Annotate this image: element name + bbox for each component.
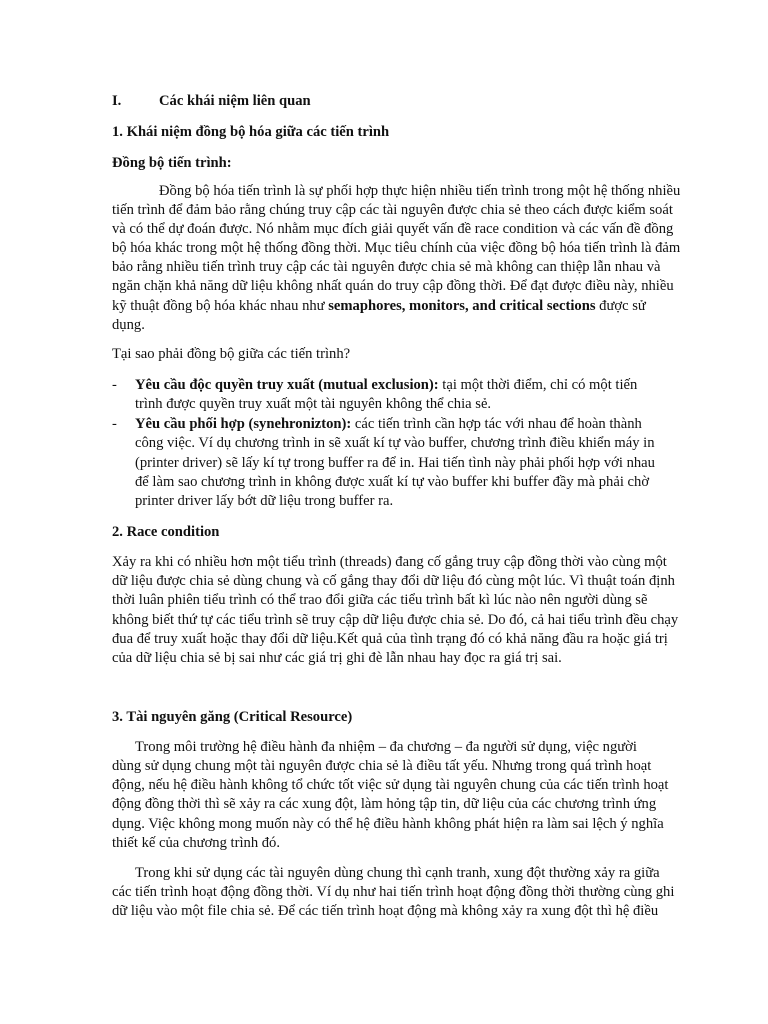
bullet-text: các tiến trình cần hợp tác với nhau để hoàn thành	[351, 416, 642, 432]
bullet-item	[135, 376, 637, 395]
paragraph-line: đua để truy xuất hoặc thay đổi dữ liệu.Kết quả của tình trạng đó có khả năng đầu ra hoặc giá trị	[112, 631, 668, 647]
section-1-title: 1. Khái niệm đồng bộ hóa giữa các tiến trình	[112, 124, 390, 140]
bullet-line: công việc. Ví dụ chương trình in sẽ xuất kí tự vào buffer, chương trình điều khiển máy in	[135, 435, 655, 451]
paragraph-line: Đồng bộ hóa tiến trình là sự phối hợp thực hiện nhiều tiến trình trong một hệ thống nhiều	[159, 183, 681, 199]
paragraph-line: Trong khi sử dụng các tài nguyên dùng chung thì cạnh tranh, xung đột thường xảy ra giữa	[135, 865, 660, 881]
heading-title: Các khái niệm liên quan	[159, 93, 311, 109]
section-1-subtitle: Đồng bộ tiến trình:	[112, 155, 232, 171]
paragraph-line: thời luân phiên tiểu trình có thể trao đổi giữa các tiểu trình bất kì lúc nào nên người dùng sẽ	[112, 592, 648, 608]
bullet-bold-label: Yêu cầu phối hợp (synehronizton):	[135, 416, 352, 432]
paragraph-line: dữ liệu được chia sẻ dùng chung và cố gắng thay đổi dữ liệu đó cùng một lúc. Vì thuật toán định	[112, 573, 675, 589]
section-3-title: 3. Tài nguyên găng (Critical Resource)	[112, 709, 353, 725]
paragraph-line: và có thể dự đoán được. Nó nhằm mục đích giải quyết vấn đề race condition và các vấn đề đồng	[112, 221, 674, 237]
bullet-item	[135, 415, 642, 434]
bullet-line: trình được quyền truy xuất một tài nguyên không thể chia sẻ.	[135, 396, 492, 412]
paragraph-line: tiến trình để đảm bảo rằng chúng truy cập các tài nguyên được chia sẻ theo cách được kiểm soát	[112, 202, 673, 218]
paragraph-line: bảo rằng nhiều tiến trình truy cập các tài nguyên được chia sẻ mà không can thiệp lẫn nhau và	[112, 259, 661, 275]
paragraph-line: bộ hóa khác trong một hệ thống đồng thời. Mục tiêu chính của việc đồng bộ hóa tiến trình là đảm	[112, 240, 681, 256]
section-2-title: 2. Race condition	[112, 524, 220, 540]
paragraph-line: ngăn chặn khả năng dữ liệu không nhất quán do truy cập đồng thời. Để đạt được điều này, nhiều	[112, 278, 674, 294]
bullet-line: (printer driver) sẽ lấy kí tự trong buffer ra để in. Hai tiến tình này phải phối hợp với nhau	[135, 455, 655, 471]
bullet-line: printer driver lấy bớt dữ liệu trong buffer ra.	[135, 493, 394, 509]
paragraph-line: các tiến trình hoạt động đồng thời. Ví dụ như hai tiến trình hoạt động đồng thời thường cùng ghi	[112, 884, 675, 900]
paragraph-line: Xảy ra khi có nhiều hơn một tiểu trình (threads) đang cố gắng truy cập đồng thời vào cùng một	[112, 554, 667, 570]
question-line: Tại sao phải đồng bộ giữa các tiến trình?	[112, 346, 351, 362]
paragraph-line: dùng sử dụng chung một tài nguyên được chia sẻ là điều tất yếu. Nhưng trong quá trình hoạt	[112, 758, 652, 774]
paragraph-bold-text: semaphores, monitors, and critical sections	[328, 298, 596, 314]
paragraph-line: dụng. Việc không mong muốn này có thể hệ điều hành không phát hiện ra làm sai lệch ý nghĩa	[112, 816, 664, 832]
paragraph-line: thiết kế của chương trình đó.	[112, 835, 281, 851]
paragraph-line: không biết thứ tự các tiểu trình sẽ truy cập dữ liệu được chia sẻ. Do đó, cả hai tiểu trình đều chạy	[112, 612, 679, 628]
paragraph-line: động đồng thời thì sẽ xảy ra các xung đột, làm hỏng tập tin, dữ liệu của các chương trình ứng	[112, 796, 657, 812]
bullet-text: tại một thời điểm, chỉ có một tiến	[438, 377, 638, 393]
paragraph-line: dụng.	[112, 317, 145, 333]
bullet-line: để làm sao chương trình in không được xuất kí tự vào buffer khi buffer đầy mà phải chờ	[135, 474, 650, 490]
paragraph-line	[112, 297, 646, 316]
paragraph-line: của dữ liệu chia sẻ bị sai như các giá trị ghi đè lẫn nhau hay đọc ra giá trị sai.	[112, 650, 562, 666]
bullet-marker: -	[112, 416, 117, 432]
bullet-bold-label: Yêu cầu độc quyền truy xuất (mutual exclusion):	[135, 377, 439, 393]
paragraph-text: được sử	[595, 298, 646, 314]
bullet-marker: -	[112, 377, 117, 393]
paragraph-text: kỹ thuật đồng bộ hóa khác nhau như	[112, 298, 329, 314]
paragraph-line: dữ liệu vào một file chia sẻ. Để các tiến trình hoạt động mà không xảy ra xung đột thì hệ điều	[112, 903, 659, 919]
paragraph-line: động, nếu hệ điều hành không tổ chức tốt việc sử dụng tài nguyên chung của các tiến trình hoạt	[112, 777, 669, 793]
heading-numeral: I.	[112, 93, 122, 109]
paragraph-line: Trong môi trường hệ điều hành đa nhiệm – đa chương – đa người sử dụng, việc người	[135, 739, 637, 755]
